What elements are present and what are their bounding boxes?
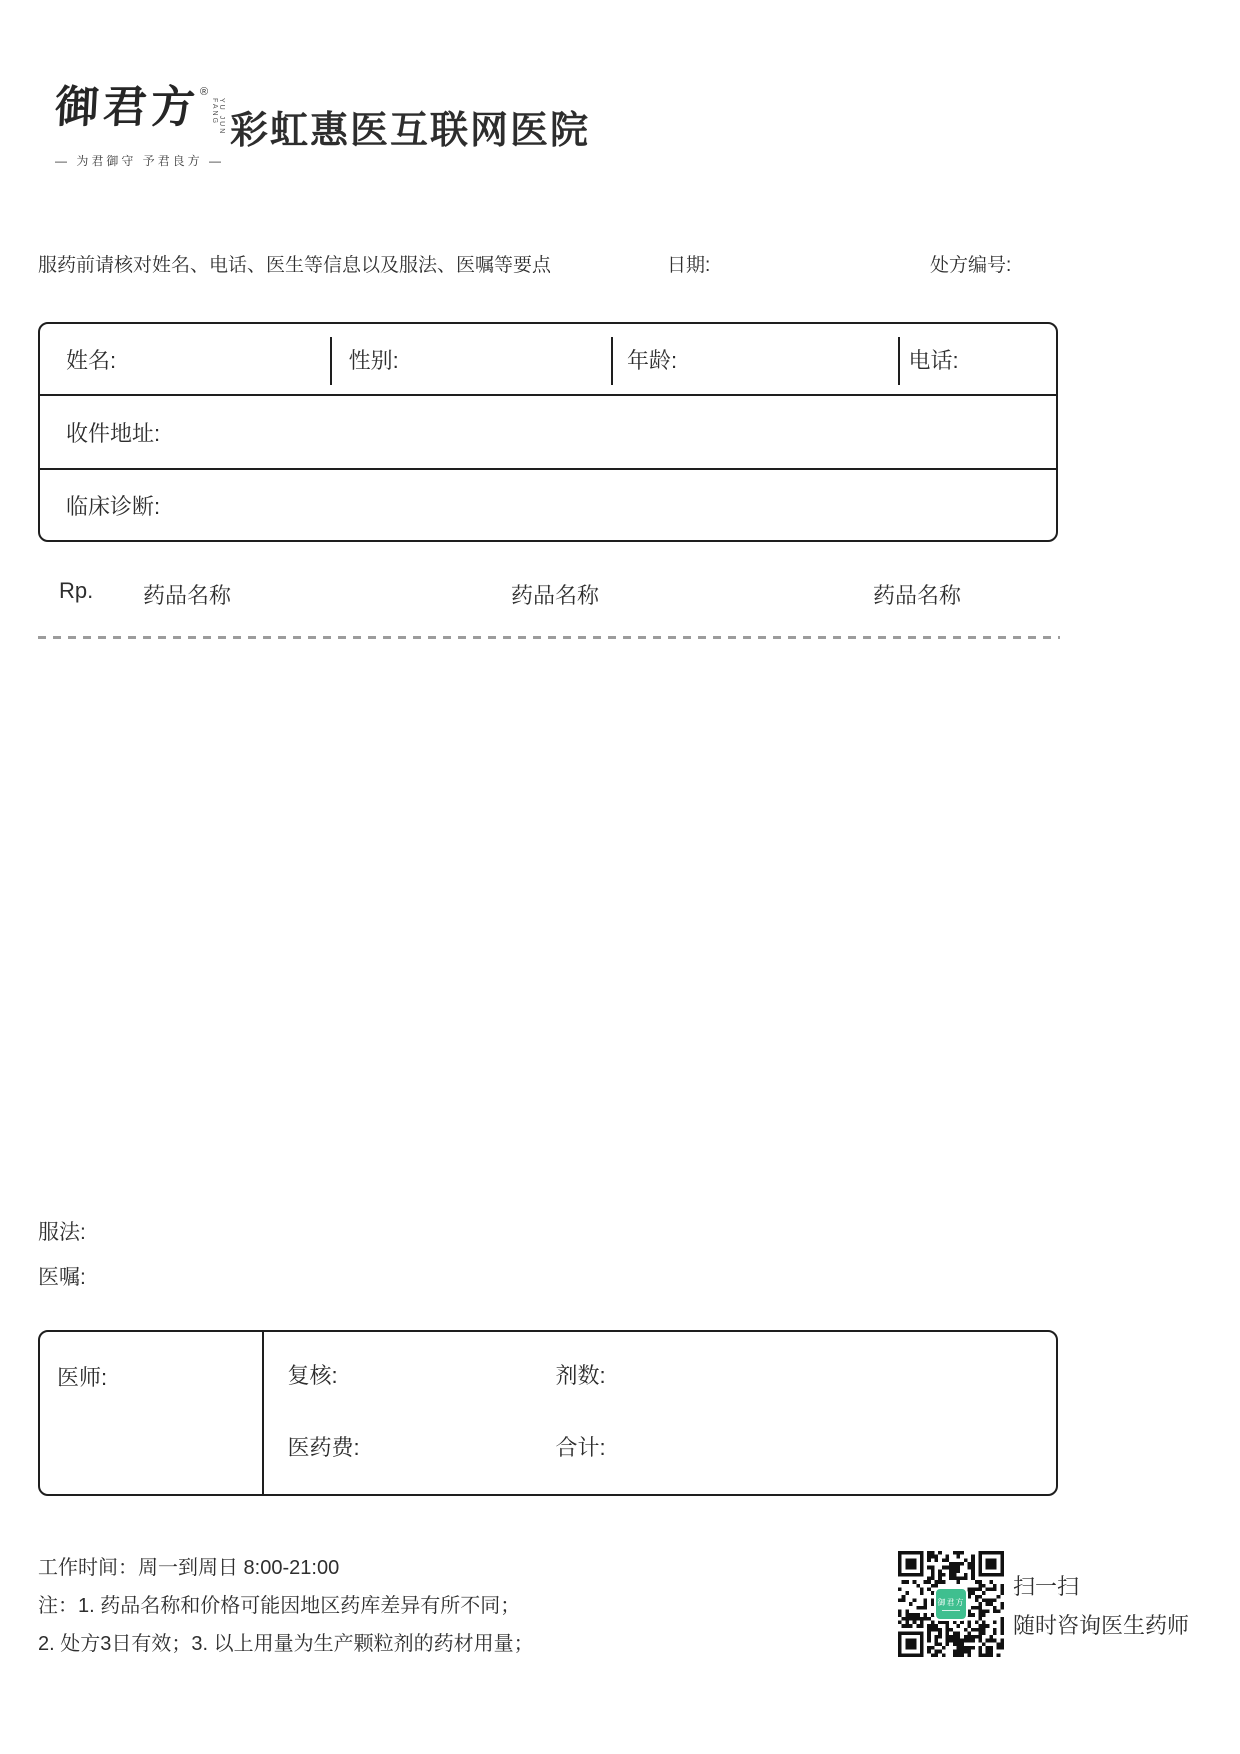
check-reminder-text: 服药前请核对姓名、电话、医生等信息以及服法、医嘱等要点: [38, 255, 552, 276]
scan-hint-text: 扫一扫: [1013, 1574, 1080, 1599]
drug-list-area: [38, 645, 1058, 1205]
drug-name-column-header: 药品名称: [143, 583, 232, 608]
registered-trademark-icon: ®: [200, 86, 209, 98]
signature-box: [38, 1330, 1058, 1496]
qr-center-brand-text: 御君方: [937, 1598, 965, 1607]
brand-romanization: YU JUN FANG: [211, 98, 226, 136]
usage-label: 服法:: [38, 1221, 86, 1244]
patient-gender-label: 性别:: [348, 347, 399, 373]
notice-row: [38, 250, 1058, 276]
work-hours-text: 工作时间：周一到周日 8:00-21:00: [38, 1557, 340, 1579]
patient-phone-label: 电话:: [908, 347, 959, 373]
usage-field: [38, 1216, 86, 1246]
dose-count-label: 剂数:: [555, 1363, 606, 1388]
clinical-diagnosis-field: [40, 470, 1056, 540]
fee-total-row: [264, 1431, 1056, 1462]
patient-info-box: [38, 322, 1058, 542]
qr-center-brand-badge: [934, 1587, 968, 1621]
rp-header-row: [38, 578, 1058, 608]
brand-tagline: — 为君御守 予君良方 —: [55, 154, 225, 168]
drug-name-column-header: 药品名称: [873, 583, 962, 608]
review-dose-row: [264, 1359, 1056, 1390]
patient-address-field: [40, 396, 1056, 470]
note-line-1: 注：1. 药品名称和价格可能因地区药库差异有所不同；: [38, 1595, 521, 1617]
signature-right-section: [264, 1332, 1056, 1494]
medicine-fee-label: 医药费:: [287, 1435, 360, 1460]
patient-address-label: 收件地址:: [66, 420, 161, 446]
consult-hint-text: 随时咨询医生药师: [1013, 1613, 1190, 1638]
qr-code: [898, 1551, 1004, 1657]
note-line-2: 2. 处方3日有效；3. 以上用量为生产颗粒剂的药材用量；: [38, 1633, 534, 1655]
hospital-name-title: 彩虹惠医互联网医院: [230, 110, 591, 152]
qr-captions: [1013, 1567, 1189, 1645]
doctor-advice-label: 医嘱:: [38, 1266, 86, 1289]
patient-name-field: [40, 324, 332, 394]
doctor-signature-field: [40, 1332, 264, 1494]
patient-row-identity: [40, 324, 1056, 396]
patient-phone-field: [900, 324, 1056, 394]
qr-center-underline: [942, 1610, 960, 1611]
clinical-diagnosis-label: 临床诊断:: [66, 493, 161, 519]
doctor-advice-field: [38, 1261, 86, 1291]
rp-label: Rp.: [59, 578, 94, 603]
footer-notes: [38, 1549, 534, 1663]
dashed-divider: [38, 636, 1060, 639]
drug-name-column-header: 药品名称: [511, 583, 600, 608]
rx-number-label: 处方编号:: [930, 255, 1012, 276]
patient-name-label: 姓名:: [66, 347, 117, 373]
total-label: 合计:: [555, 1435, 606, 1460]
patient-age-label: 年龄:: [627, 347, 678, 373]
review-label: 复核:: [287, 1363, 338, 1388]
brand-logo: [55, 84, 225, 169]
patient-age-field: [613, 324, 900, 394]
patient-gender-field: [332, 324, 613, 394]
header: [0, 0, 1240, 200]
date-label: 日期:: [667, 255, 711, 276]
doctor-label: 医师:: [57, 1365, 108, 1390]
brand-logo-text: 御君方: [53, 82, 201, 133]
